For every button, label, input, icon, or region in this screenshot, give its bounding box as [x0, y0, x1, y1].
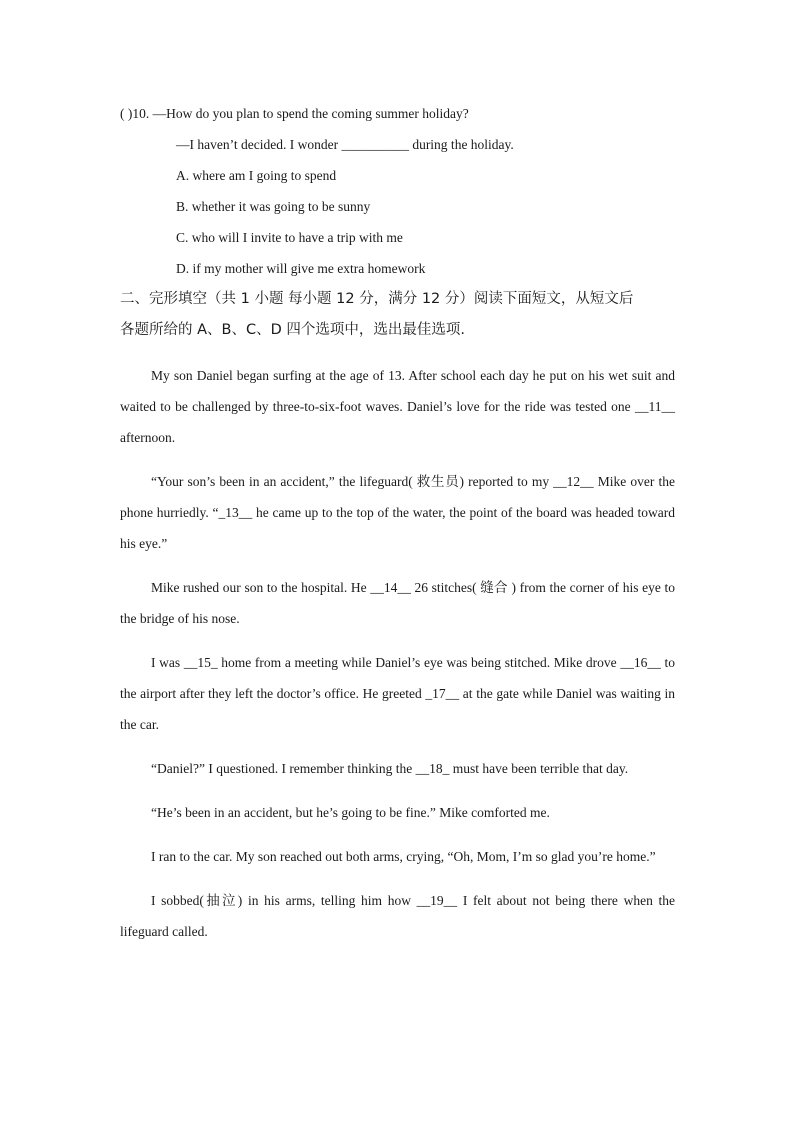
passage-paragraph-3: Mike rushed our son to the hospital. He __14__ 26 stitches( 缝合 ) from the corner of his eye to the bridge of his nose. [120, 580, 675, 626]
question-10-option-d: D. if my mother will give me extra homework [176, 261, 426, 276]
passage-paragraph-2: “Your son’s been in an accident,” the lifeguard( 救生员) reported to my __12__ Mike over the phone hurriedly. “_13__ he came up to the top of the water, the point of the board was headed toward his eye.” [120, 474, 675, 551]
passage-paragraph-4: I was __15_ home from a meeting while Daniel’s eye was being stitched. Mike drove __16__ to the airport after they left the doctor’s office. He greeted _17__ at the gate while Daniel was waiting in the car. [120, 655, 675, 732]
question-10-option-c: C. who will I invite to have a trip with me [176, 230, 403, 245]
question-10-prompt: —I haven’t decided. I wonder __________ during the holiday. [176, 137, 514, 152]
passage-paragraph-1: My son Daniel began surfing at the age of 13. After school each day he put on his wet suit and waited to be challenged by three-to-six-foot waves. Daniel’s love for the ride was tested one __11__ afternoon. [120, 368, 675, 445]
spacer [120, 740, 675, 753]
passage-paragraph-6: “He’s been in an accident, but he’s going to be fine.” Mike comforted me. [151, 805, 550, 820]
spacer [120, 453, 675, 466]
section-2-heading-line-2: 各题所给的 A、B、C、D 四个选项中，选出最佳选项. [120, 322, 465, 338]
spacer [120, 872, 675, 885]
question-10-option-b: B. whether it was going to be sunny [176, 199, 371, 214]
section-2-heading [120, 284, 675, 346]
spacer [120, 784, 675, 797]
spacer [120, 559, 675, 572]
passage-paragraph-5: “Daniel?” I questioned. I remember thinking the __18_ must have been terrible that day. [151, 761, 629, 776]
section-2-heading-line-1: 二、完形填空（共 1 小题 每小题 12 分，满分 12 分）阅读下面短文，从短文后 [120, 291, 634, 307]
document-page [120, 98, 675, 947]
question-10-option-a: A. where am I going to spend [176, 168, 337, 183]
spacer [120, 828, 675, 841]
passage-paragraph-8: I sobbed(抽泣) in his arms, telling him how __19__ I felt about not being there when the lifeguard called. [120, 893, 675, 939]
question-10-stem: ( )10. —How do you plan to spend the coming summer holiday? [120, 106, 469, 121]
spacer [120, 634, 675, 647]
passage-paragraph-7: I ran to the car. My son reached out both arms, crying, “Oh, Mom, I’m so glad you’re home.” [151, 849, 656, 864]
spacer [120, 346, 675, 360]
